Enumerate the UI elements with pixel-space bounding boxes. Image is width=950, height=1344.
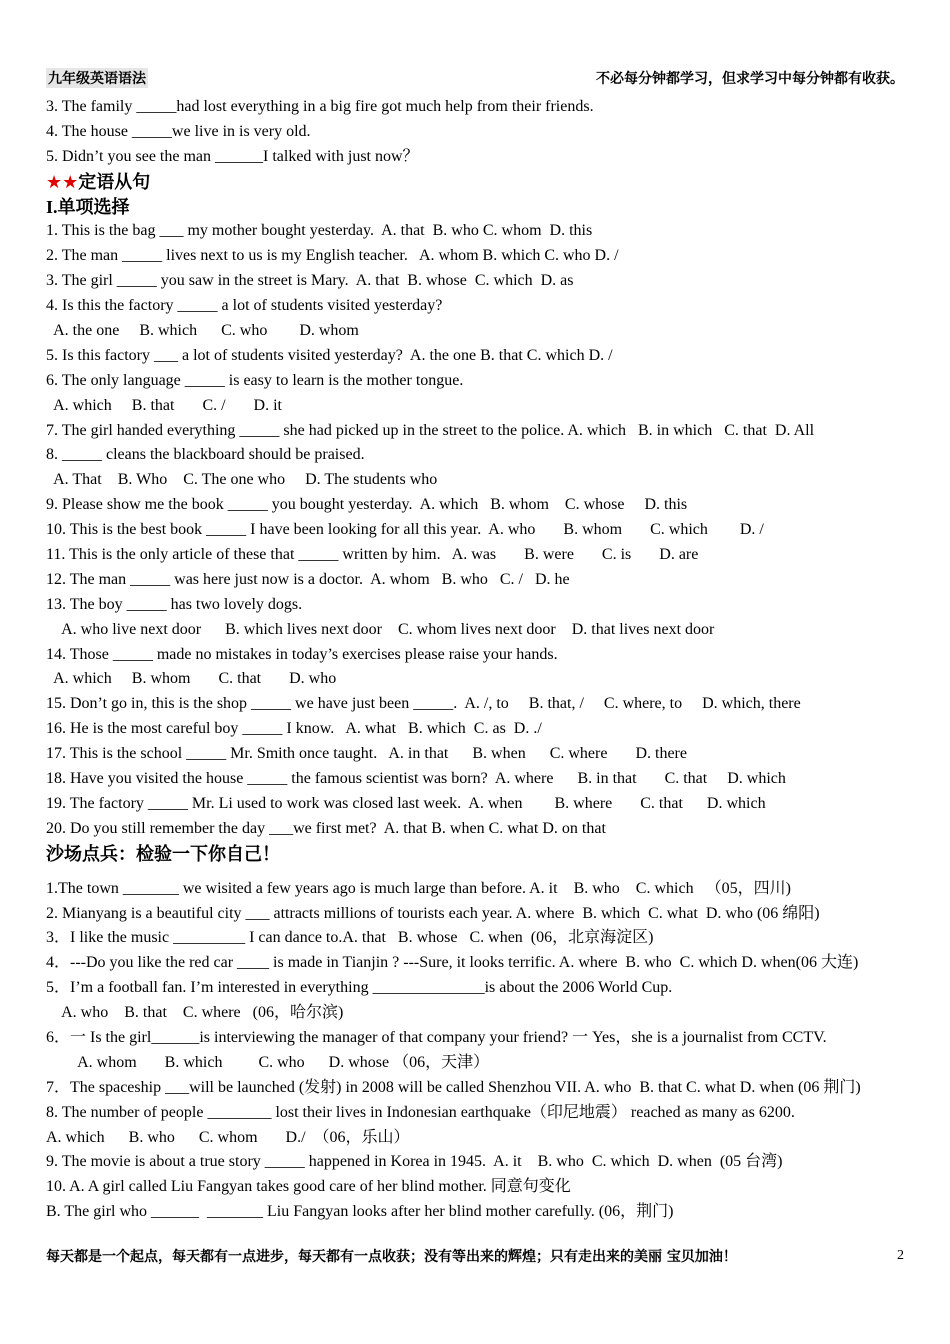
page-header xyxy=(46,68,904,90)
document-title: 九年级英语语法 xyxy=(46,68,148,88)
section-title-text: 定语从句 xyxy=(78,171,151,192)
question-options: A. the one B. which C. who D. whom xyxy=(46,322,359,340)
practice-line: 2. Mianyang is a beautiful city ___ attracts millions of tourists each year. A. where B. which C. what D. who (06 绵阳) xyxy=(46,904,820,922)
question-options: A. which B. that C. / D. it xyxy=(46,396,282,414)
question-line: 11. This is the only article of these that _____ written by him. A. was B. were C. is D. are xyxy=(46,546,699,564)
question-line: 19. The factory _____ Mr. Li used to work was closed last week. A. when B. where C. that D. which xyxy=(46,794,766,812)
practice-line: 4．---Do you like the red car ____ is made in Tianjin ? ---Sure, it looks terrific. A. where B. who C. which D. when(06 大连) xyxy=(46,954,859,972)
part-title: I.单项选择 xyxy=(46,196,130,217)
question-line: 13. The boy _____ has two lovely dogs. xyxy=(46,595,303,613)
section-title xyxy=(46,170,910,195)
intro-line: 5. Didn’t you see the man ______I talked with just now？ xyxy=(46,147,419,165)
question-line: 3. The girl _____ you saw in the street is Mary. A. that B. whose C. which D. as xyxy=(46,272,574,290)
intro-line: 4. The house _____we live in is very old. xyxy=(46,122,311,140)
question-line: 6. The only language _____ is easy to learn is the mother tongue. xyxy=(46,371,464,389)
question-line: 2. The man _____ lives next to us is my English teacher. A. whom B. which C. who D. / xyxy=(46,247,619,265)
practice-line: 1.The town _______ we wisited a few years ago is much large than before. A. it B. who C. which （05，四川) xyxy=(46,879,791,897)
question-line: 1. This is the bag ___ my mother bought yesterday. A. that B. who C. whom D. this xyxy=(46,222,593,240)
question-line: 18. Have you visited the house _____ the famous scientist was born? A. where B. in that C. that D. which xyxy=(46,770,786,788)
question-line: 5. Is this factory ___ a lot of students visited yesterday? A. the one B. that C. which D. / xyxy=(46,346,613,364)
practice-line: 10. A. A girl called Liu Fangyan takes good care of her blind mother. 同意句变化 xyxy=(46,1178,571,1196)
practice-line: 5．I’m a football fan. I’m interested in everything ______________is about the 2006 World Cup. xyxy=(46,979,673,997)
question-options: A. who live next door B. which lives next door C. whom lives next door D. that lives next door xyxy=(46,620,715,638)
question-line: 4. Is this the factory _____ a lot of students visited yesterday? xyxy=(46,297,443,315)
star-icon: ★★ xyxy=(46,171,79,192)
question-line: 7. The girl handed everything _____ she had picked up in the street to the police. A. which B. in which C. that D. All xyxy=(46,421,815,439)
practice-line: 8. The number of people ________ lost their lives in Indonesian earthquake（印尼地震） reached as many as 6200. xyxy=(46,1103,795,1121)
intro-line: 3. The family _____had lost everything in a big fire got much help from their friends. xyxy=(46,98,594,115)
page-number: 2 xyxy=(897,1248,904,1263)
footer-motto: 每天都是一个起点，每天都有一点进步，每天都有一点收获；没有等出来的辉煌；只有走出来的美丽 宝贝加油！ xyxy=(46,1249,737,1265)
practice-options: A. whom B. which C. who D. whose （06，天津） xyxy=(46,1053,490,1071)
practice-options: A. which B. who C. whom D./ （06，乐山） xyxy=(46,1128,410,1146)
question-line: 10. This is the best book _____ I have been looking for all this year. A. who B. whom C. which D. / xyxy=(46,521,764,539)
practice-line: 7．The spaceship ___will be launched (发射) in 2008 will be called Shenzhou VII. A. who B. that C. what D. when (06 荆门) xyxy=(46,1078,861,1096)
question-line: 12. The man _____ was here just now is a doctor. A. whom B. who C. / D. he xyxy=(46,570,570,588)
document-body xyxy=(46,95,910,1225)
practice-line: 6．一 Is the girl______is interviewing the manager of that company your friend? 一 Yes，she is a journalist from CCTV. xyxy=(46,1028,827,1046)
question-line: 14. Those _____ made no mistakes in today’s exercises please raise your hands. xyxy=(46,645,558,663)
header-motto: 不必每分钟都学习，但求学习中每分钟都有收获。 xyxy=(596,71,904,87)
practice-options: A. who B. that C. where (06，哈尔滨) xyxy=(46,1004,344,1022)
practice-line: B. The girl who ______ _______ Liu Fangyan looks after her blind mother carefully. (06，荆门) xyxy=(46,1203,674,1221)
question-line: 16. He is the most careful boy _____ I know. A. what B. which C. as D. ./ xyxy=(46,720,542,738)
page-footer xyxy=(46,1246,904,1266)
question-line: 9. Please show me the book _____ you bought yesterday. A. which B. whom C. whose D. this xyxy=(46,496,688,514)
practice-line: 3．I like the music _________ I can dance to.A. that B. whose C. when (06，北京海淀区) xyxy=(46,929,654,947)
question-line: 20. Do you still remember the day ___we first met? A. that B. when C. what D. on that xyxy=(46,819,606,837)
question-line: 8. _____ cleans the blackboard should be praised. xyxy=(46,446,365,464)
practice-title: 沙场点兵：检验一下你自己！ xyxy=(46,843,280,864)
question-line: 17. This is the school _____ Mr. Smith once taught. A. in that B. when C. where D. there xyxy=(46,745,687,763)
question-options: A. That B. Who C. The one who D. The students who xyxy=(46,471,438,489)
practice-line: 9. The movie is about a true story _____ happened in Korea in 1945. A. it B. who C. which D. when (05 台湾) xyxy=(46,1153,783,1171)
question-options: A. which B. whom C. that D. who xyxy=(46,670,337,688)
spacer xyxy=(46,867,910,877)
question-line: 15. Don’t go in, this is the shop _____ we have just been _____. A. /, to B. that, / C. where, to D. which, there xyxy=(46,695,801,713)
